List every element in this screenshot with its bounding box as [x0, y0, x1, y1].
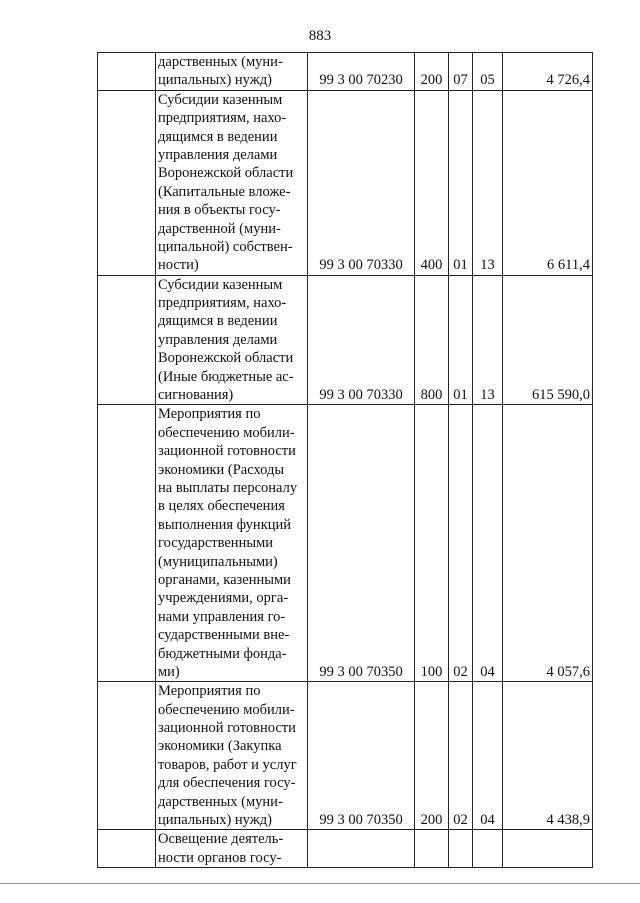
- budget-code-value: [308, 849, 414, 867]
- amount-cell: [503, 53, 593, 91]
- expense-name-line: ми): [158, 663, 180, 680]
- section-cell: [449, 405, 473, 682]
- expense-type-cell: [415, 90, 449, 275]
- amount-value: [503, 849, 590, 867]
- subsection-cell: [473, 405, 503, 682]
- footer-rule: [0, 883, 640, 884]
- section-value: [449, 849, 472, 867]
- budget-code-value: 99 3 00 70230: [319, 72, 403, 89]
- expense-name-line: на выплаты персоналу: [158, 479, 298, 496]
- budget-table-body: [98, 53, 593, 868]
- expense-name-line: Воронежской области: [158, 350, 294, 367]
- expense-name-line: ципальных) нужд): [158, 72, 272, 89]
- subsection-value: 04: [480, 812, 495, 829]
- budget-code-value: 99 3 00 70350: [319, 812, 403, 829]
- expense-name-line: зационной готовности: [158, 443, 296, 460]
- expense-name-line: дящимся в ведении: [158, 313, 278, 330]
- table-row: [98, 682, 593, 830]
- row-number-cell: [98, 405, 156, 682]
- amount-cell: [503, 90, 593, 275]
- expense-name-line: ципальных) нужд): [158, 812, 272, 829]
- expense-name-line: зационной готовности: [158, 720, 296, 737]
- section-cell: [449, 682, 473, 830]
- expense-name-line: Освещение деятель-: [158, 831, 284, 848]
- amount-cell: [503, 682, 593, 830]
- expense-type-value: 200: [420, 72, 443, 89]
- subsection-value: 04: [480, 663, 495, 680]
- expense-name-line: учреждениями, орга-: [158, 590, 289, 607]
- amount-cell: [503, 830, 593, 868]
- expense-type-value: 100: [420, 663, 443, 680]
- expense-name-line: Субсидии казенным: [158, 91, 283, 108]
- amount-value: 4 726,4: [546, 72, 590, 89]
- expense-name-line: дарственной (муни-: [158, 220, 281, 237]
- budget-code-cell: [308, 405, 415, 682]
- expense-name-line: Субсидии казенным: [158, 276, 283, 293]
- expense-name-line: (Иные бюджетные ас-: [158, 368, 294, 385]
- amount-value: 4 438,9: [546, 812, 590, 829]
- budget-code-value: 99 3 00 70330: [319, 257, 403, 274]
- row-number-cell: [98, 682, 156, 830]
- subsection-cell: [473, 830, 503, 868]
- expense-type-cell: [415, 405, 449, 682]
- table-row: [98, 53, 593, 91]
- expense-type-value: 800: [420, 387, 443, 404]
- expense-name-line: для обеспечения госу-: [158, 775, 296, 792]
- expense-name-cell: [156, 90, 308, 275]
- expense-name-line: предприятиям, нахо-: [158, 110, 287, 127]
- budget-table: [97, 52, 593, 868]
- section-value: 02: [453, 812, 468, 829]
- subsection-cell: [473, 53, 503, 91]
- expense-type-value: 200: [420, 812, 443, 829]
- table-row: [98, 830, 593, 868]
- budget-code-value: 99 3 00 70350: [319, 663, 403, 680]
- expense-name-line: бюджетными фонда-: [158, 645, 287, 662]
- section-value: 01: [453, 387, 468, 404]
- budget-code-cell: [308, 53, 415, 91]
- amount-cell: [503, 405, 593, 682]
- subsection-cell: [473, 682, 503, 830]
- expense-name-line: управления делами: [158, 146, 278, 163]
- expense-name-line: Мероприятия по: [158, 406, 261, 423]
- expense-name-cell: [156, 53, 308, 91]
- expense-type-value: [415, 849, 448, 867]
- expense-name-line: сигнования): [158, 387, 234, 404]
- expense-name-line: экономики (Закупка: [158, 738, 282, 755]
- expense-type-cell: [415, 682, 449, 830]
- section-value: 02: [453, 663, 468, 680]
- section-cell: [449, 90, 473, 275]
- expense-name-line: дарственных (муни-: [158, 793, 283, 810]
- expense-name-line: обеспечению мобили-: [158, 424, 295, 441]
- table-row: [98, 90, 593, 275]
- expense-name-cell: [156, 405, 308, 682]
- expense-type-cell: [415, 53, 449, 91]
- row-number-cell: [98, 53, 156, 91]
- section-cell: [449, 830, 473, 868]
- subsection-value: 13: [480, 387, 495, 404]
- section-value: 01: [453, 257, 468, 274]
- expense-name-line: Воронежской области: [158, 165, 294, 182]
- expense-name-line: предприятиям, нахо-: [158, 295, 287, 312]
- budget-code-cell: [308, 830, 415, 868]
- table-row: [98, 405, 593, 682]
- expense-name-line: ности органов госу-: [158, 849, 282, 866]
- expense-name-line: государственными: [158, 535, 274, 552]
- section-cell: [449, 275, 473, 405]
- budget-code-cell: [308, 682, 415, 830]
- expense-type-cell: [415, 830, 449, 868]
- row-number-cell: [98, 275, 156, 405]
- section-value: 07: [453, 72, 468, 89]
- amount-value: 4 057,6: [546, 663, 590, 680]
- budget-code-cell: [308, 90, 415, 275]
- subsection-value: 05: [480, 72, 495, 89]
- expense-name-line: дящимся в ведении: [158, 128, 278, 145]
- expense-type-cell: [415, 275, 449, 405]
- expense-name-line: дарственных (муни-: [158, 54, 283, 70]
- expense-name-line: Мероприятия по: [158, 683, 261, 700]
- expense-name-line: ности): [158, 257, 199, 274]
- section-cell: [449, 53, 473, 91]
- expense-name-line: экономики (Расходы: [158, 461, 285, 478]
- amount-value: 6 611,4: [547, 257, 590, 274]
- subsection-value: 13: [480, 257, 495, 274]
- expense-name-cell: [156, 682, 308, 830]
- expense-name-line: ципальной) собствен-: [158, 238, 293, 255]
- expense-name-line: сударственными вне-: [158, 627, 290, 644]
- expense-name-line: управления делами: [158, 331, 278, 348]
- page-number: 883: [308, 28, 332, 44]
- expense-name-line: ния в объекты госу-: [158, 202, 281, 219]
- budget-code-cell: [308, 275, 415, 405]
- expense-name-line: (муниципальными): [158, 553, 278, 570]
- expense-name-line: выполнения функций: [158, 516, 292, 533]
- expense-name-cell: [156, 830, 308, 868]
- expense-name-cell: [156, 275, 308, 405]
- subsection-value: [473, 849, 502, 867]
- amount-cell: [503, 275, 593, 405]
- amount-value: 615 590,0: [532, 387, 590, 404]
- expense-name-line: органами, казенными: [158, 571, 291, 588]
- row-number-cell: [98, 830, 156, 868]
- expense-type-value: 400: [420, 257, 443, 274]
- budget-code-value: 99 3 00 70330: [319, 387, 403, 404]
- table-row: [98, 275, 593, 405]
- expense-name-line: (Капитальные вложе-: [158, 183, 291, 200]
- expense-name-line: обеспечению мобили-: [158, 701, 295, 718]
- expense-name-line: нами управления го-: [158, 608, 286, 625]
- expense-name-line: товаров, работ и услуг: [158, 756, 297, 773]
- row-number-cell: [98, 90, 156, 275]
- subsection-cell: [473, 275, 503, 405]
- expense-name-line: в целях обеспечения: [158, 498, 285, 515]
- subsection-cell: [473, 90, 503, 275]
